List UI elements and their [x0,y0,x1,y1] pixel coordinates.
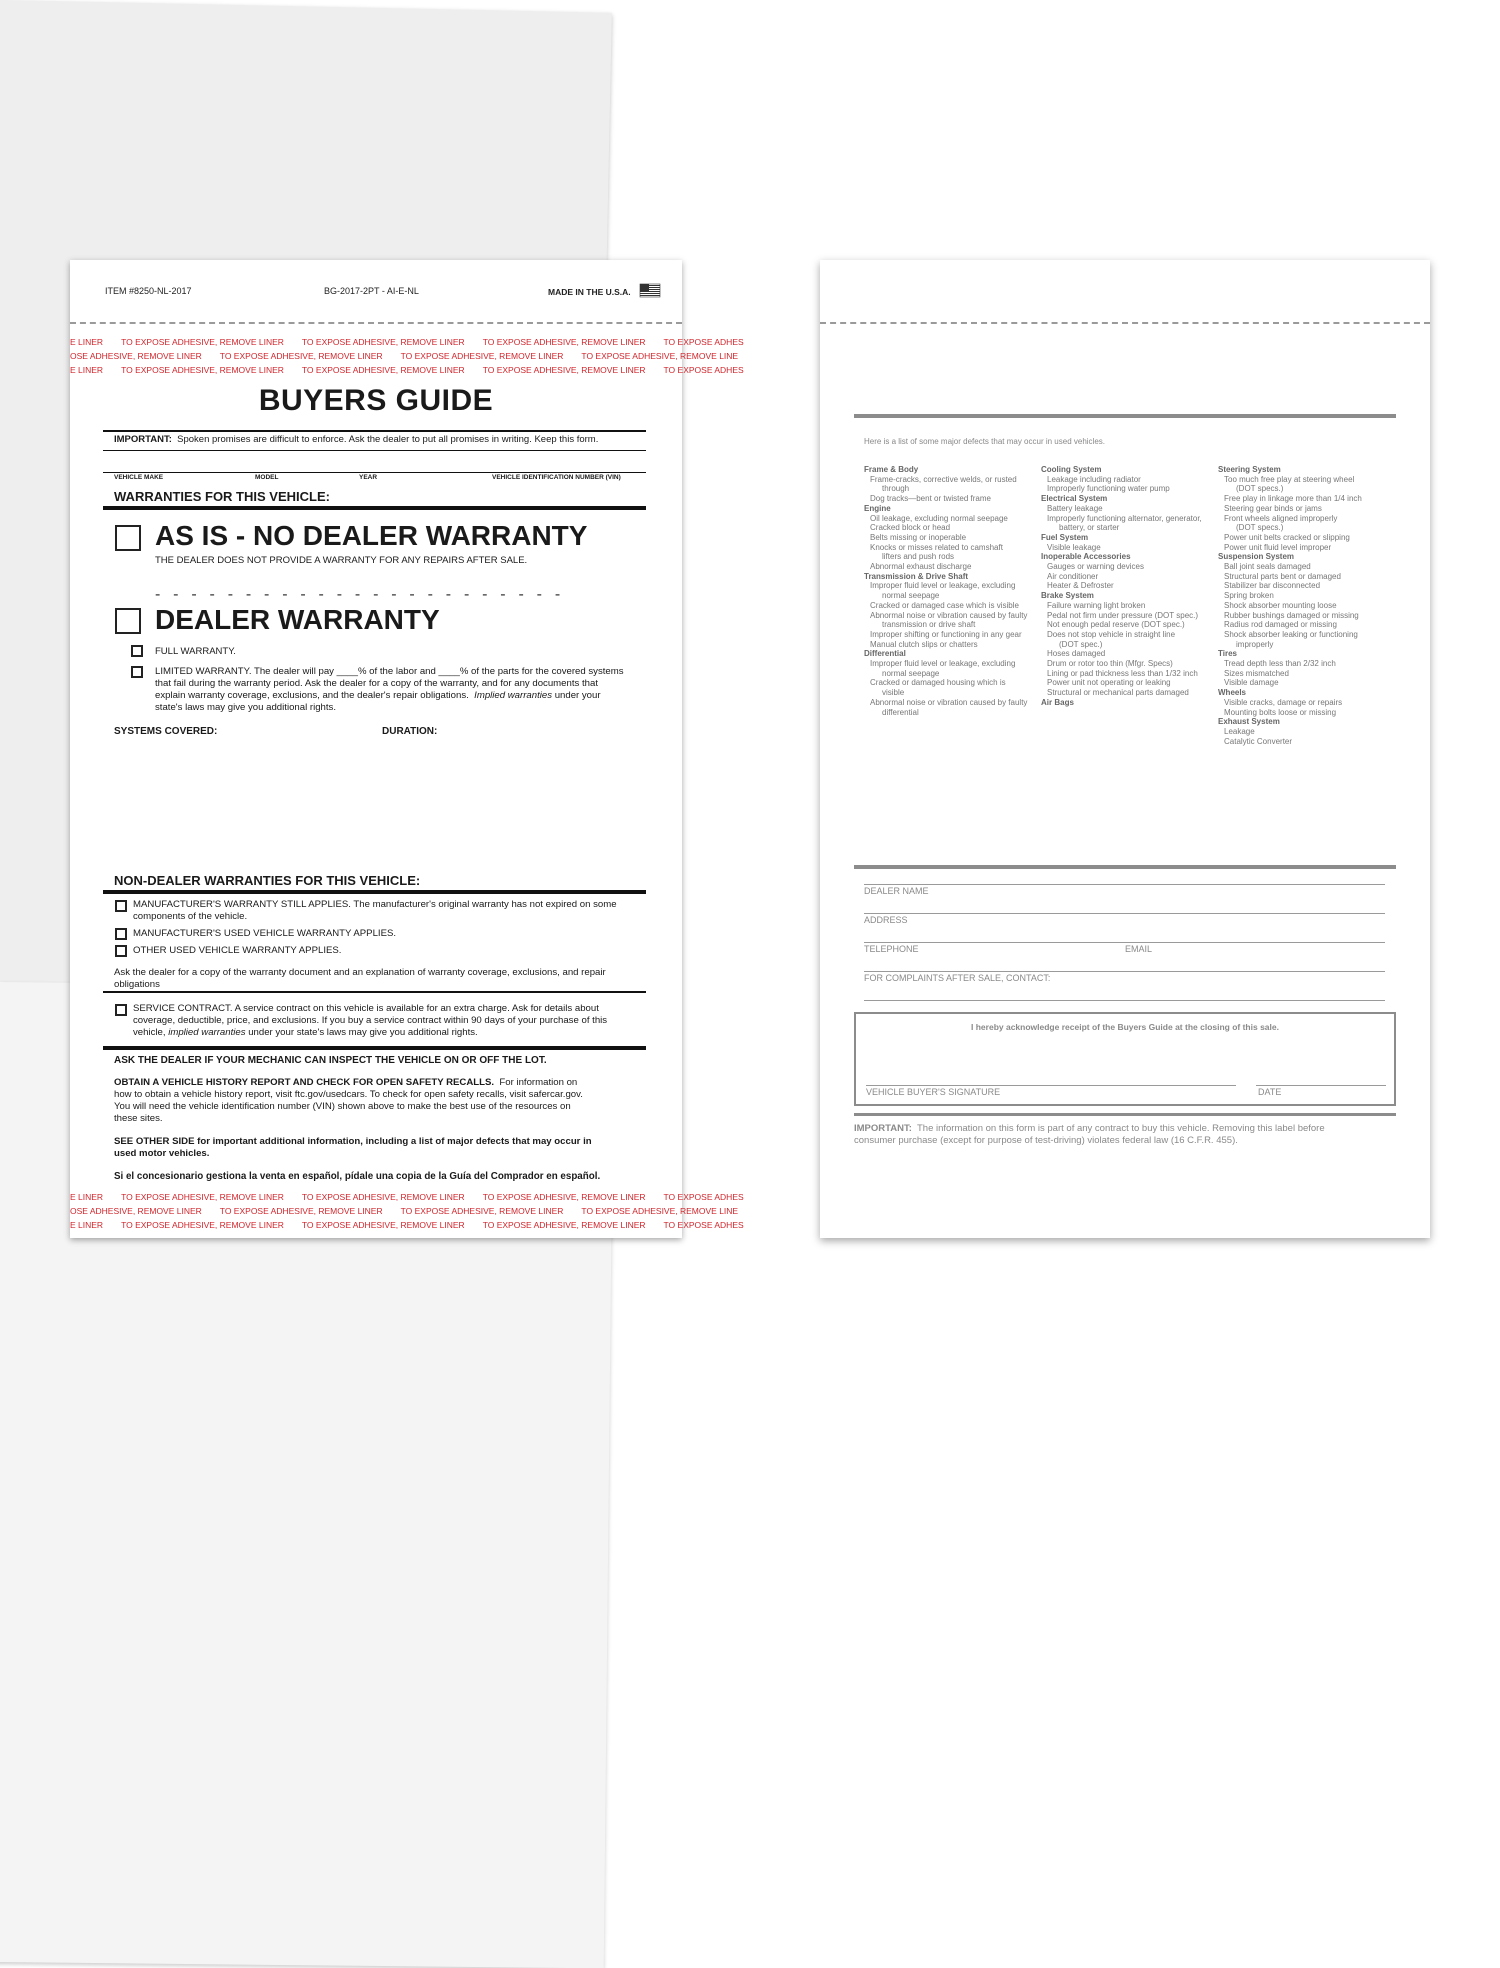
year-label: YEAR [359,474,378,481]
see-other-side-text: SEE OTHER SIDE for important additional information, including a list of major defects that may occur in used motor vehicles. [114,1136,592,1159]
defect-item: Improperly functioning alternator, generator, [1047,513,1202,523]
buyers-guide-front [70,260,744,1238]
defects-intro: Here is a list of some major defects that may occur in used vehicles. [864,437,1105,446]
defect-item: Steering gear binds or jams [1224,503,1322,513]
adhesive-liner-text: E LINER [70,1192,104,1202]
defect-item: Oil leakage, excluding normal seepage [870,513,1008,523]
defect-item: Tread depth less than 2/32 inch [1224,659,1336,669]
defect-item: Stabilizer bar disconnected [1224,581,1321,591]
spanish-notice: Si el concesionario gestiona la venta en español, pídale una copia de la Guía del Comprador en español. [114,1171,601,1182]
defect-item: Does not stop vehicle in straight line [1047,629,1176,639]
defect-category: Tires [1218,649,1237,659]
divider [854,1113,1396,1116]
defect-item: Improper shifting or functioning in any gear [870,629,1022,639]
defect-item: Power unit belts cracked or slipping [1224,532,1350,542]
defect-item: Failure warning light broken [1047,600,1146,610]
defect-item: Belts missing or inoperable [870,532,967,542]
divider [854,414,1396,418]
adhesive-liner-text: TO EXPOSE ADHESIVE, REMOVE LINE [581,1206,739,1216]
perforation-line [70,322,682,324]
defect-item: Radius rod damaged or missing [1224,620,1337,630]
defect-item: Improperly functioning water pump [1047,484,1170,494]
complaints-field[interactable] [864,1000,1385,1001]
defect-item: normal seepage [882,591,940,601]
defect-item: normal seepage [882,668,940,678]
defect-category: Electrical System [1041,494,1108,504]
adhesive-liner-text: TO EXPOSE ADHESIVE, REMOVE LINER [301,337,465,347]
adhesive-liner-text: TO EXPOSE ADHESIVE, REMOVE LINER [219,351,383,361]
defect-item: Cracked or damaged case which is visible [870,600,1019,610]
adhesive-liner-row [70,351,739,363]
full-warranty-label: FULL WARRANTY. [155,646,236,657]
adhesive-liner-text: TO EXPOSE ADHES [663,337,744,347]
limited-warranty-text: LIMITED WARRANTY. The dealer will pay ____% of the labor and ____% of the parts for the covered systems that fail during the warranty period. Ask the dealer for a copy of the warranty, and for any documents that explain warranty coverage, exclusions, and the dealer's repair obligations. Implied warranties under your state's laws may give you additional rights. [155,666,624,713]
divider [103,450,646,451]
defect-item: Visible leakage [1047,542,1101,552]
defect-item: Leakage [1224,726,1255,736]
defect-item: Improper fluid level or leakage, excluding [870,581,1016,591]
defect-item: through [882,484,910,494]
other-used-checkbox[interactable] [115,945,127,957]
limited-warranty-checkbox[interactable] [131,666,143,678]
adhesive-liner-text: TO EXPOSE ADHESIVE, REMOVE LINER [482,337,646,347]
adhesive-liner-text: TO EXPOSE ADHESIVE, REMOVE LINER [301,1220,465,1230]
signature-field[interactable] [866,1085,1236,1086]
adhesive-liner-text: E LINER [70,1220,104,1230]
telephone-email-field[interactable] [864,971,1385,972]
defect-category: Exhaust System [1218,717,1280,727]
history-report-text: OBTAIN A VEHICLE HISTORY REPORT AND CHECK FOR OPEN SAFETY RECALLS. For information on how to obtain a vehicle history report, visit ftc.gov/usedcars. To check for open safety recalls, visit safercar.gov. You will need the vehicle identification number (VIN) shown above to make the best use of the resources on these sites. [114,1077,583,1124]
page-title: BUYERS GUIDE [258,384,494,417]
service-contract-text: SERVICE CONTRACT. A service contract on this vehicle is available for an extra charge. Ask for details about coverage, deductible, price, and exclusions. If you buy a service contract within 90 days of your purchase of this vehicle, implied warranties under your state's laws may give you additional rights. [133,1003,608,1038]
defect-item: Front wheels aligned improperly [1224,513,1338,523]
service-contract-checkbox[interactable] [115,1004,127,1016]
as-is-checkbox[interactable] [115,525,141,551]
acknowledgment-box [854,1012,1396,1106]
field-line [864,884,1385,885]
date-label: DATE [1258,1087,1282,1097]
systems-covered-label: SYSTEMS COVERED: [114,726,218,737]
defect-item: Dog tracks—bent or twisted frame [870,494,991,504]
us-flag-icon [640,284,660,297]
important-footer: IMPORTANT: The information on this form is part of any contract to buy this vehicle. Removing this label before consumer purchase (except for purpose of test-driving) violates federal law (16 C.F.R. 455). [854,1123,1325,1146]
defect-category: Engine [864,503,891,513]
dealer-warranty-title: DEALER WARRANTY [155,604,440,635]
divider [103,991,646,993]
divider [103,430,646,432]
defect-item: differential [882,707,919,717]
adhesive-liner-text: TO EXPOSE ADHESIVE, REMOVE LINER [301,365,465,375]
email-label: EMAIL [1125,944,1153,954]
defect-item: Battery leakage [1047,503,1103,513]
defect-item: Drum or rotor too thin (Mfgr. Specs) [1047,659,1173,669]
adhesive-liner-text: TO EXPOSE ADHES [663,1220,744,1230]
address-field[interactable] [864,942,1385,943]
full-warranty-checkbox[interactable] [131,645,143,657]
defect-item: Visible cracks, damage or repairs [1224,697,1343,707]
adhesive-liner-text: TO EXPOSE ADHESIVE, REMOVE LINER [400,351,564,361]
mfr-used-checkbox[interactable] [115,928,127,940]
defect-item: Improper fluid level or leakage, excluding [870,659,1016,669]
signature-label: VEHICLE BUYER'S SIGNATURE [866,1087,1001,1097]
adhesive-liner-text: OSE ADHESIVE, REMOVE LINER [70,351,202,361]
defect-item: Abnormal noise or vibration caused by faulty [870,610,1028,620]
defect-item: Free play in linkage more than 1/4 inch [1224,494,1362,504]
adhesive-liner-text: E LINER [70,337,104,347]
made-in-label: MADE IN THE U.S.A. [548,287,631,297]
adhesive-liner-text: TO EXPOSE ADHESIVE, REMOVE LINER [482,1220,646,1230]
date-field[interactable] [1256,1085,1386,1086]
defect-category: Differential [864,649,906,659]
defect-item: Cracked or damaged housing which is [870,678,1006,688]
address-label: ADDRESS [864,915,908,925]
defect-category: Fuel System [1041,532,1089,542]
defect-item: Spring broken [1224,591,1274,601]
defect-category: Wheels [1218,688,1247,698]
adhesive-liner-text: TO EXPOSE ADHESIVE, REMOVE LINER [301,1192,465,1202]
defect-item: (DOT spec.) [1059,639,1103,649]
defect-category: Suspension System [1218,552,1295,562]
defect-item: Rubber bushings damaged or missing [1224,610,1359,620]
dealer-warranty-checkbox[interactable] [115,608,141,634]
telephone-label: TELEPHONE [864,944,919,954]
defect-item: Hoses damaged [1047,649,1106,659]
defect-item: Sizes mismatched [1224,668,1289,678]
defect-item: Knocks or misses related to camshaft [870,542,1003,552]
defect-item: transmission or drive shaft [882,620,976,630]
defect-category: Transmission & Drive Shaft [864,571,969,581]
adhesive-liner-text: TO EXPOSE ADHES [663,1192,744,1202]
ask-copy-text: Ask the dealer for a copy of the warranty document and an explanation of warranty coverage, exclusions, and repair obligations [114,967,606,990]
defect-item: Abnormal exhaust discharge [870,562,972,572]
defect-category: Frame & Body [864,465,919,474]
dealer-name-label: DEALER NAME [864,886,929,896]
defect-category: Brake System [1041,591,1094,601]
adhesive-liner-row [70,1220,744,1232]
defect-category: Air Bags [1041,697,1074,707]
defect-item: Leakage including radiator [1047,474,1141,484]
important-notice: IMPORTANT: Spoken promises are difficult to enforce. Ask the dealer to put all promises in writing. Keep this form. [114,434,599,445]
mechanic-notice: ASK THE DEALER IF YOUR MECHANIC CAN INSPECT THE VEHICLE ON OR OFF THE LOT. [114,1055,547,1066]
defect-item: visible [882,688,905,698]
as-is-title: AS IS - NO DEALER WARRANTY [155,520,588,551]
adhesive-liner-text: TO EXPOSE ADHESIVE, REMOVE LINE [581,351,739,361]
defect-item: Structural parts bent or damaged [1224,571,1341,581]
defect-item: Mounting bolts loose or missing [1224,707,1337,717]
divider [103,890,646,894]
defect-category: Inoperable Accessories [1041,552,1131,562]
defect-item: Power unit not operating or leaking [1047,678,1171,688]
adhesive-liner-text: TO EXPOSE ADHESIVE, REMOVE LINER [121,1220,284,1230]
defect-item: Not enough pedal reserve (DOT spec.) [1047,620,1185,630]
adhesive-liner-text: TO EXPOSE ADHESIVE, REMOVE LINER [121,1192,284,1202]
defects-column-1 [864,465,1039,717]
defect-item: (DOT specs.) [1236,523,1284,533]
adhesive-liner-text: E LINER [70,365,104,375]
adhesive-liner-row [70,365,744,377]
adhesive-liner-text: TO EXPOSE ADHESIVE, REMOVE LINER [121,337,284,347]
defect-category: Steering System [1218,465,1281,474]
defect-item: Power unit fluid level improper [1224,542,1332,552]
defect-item: Abnormal noise or vibration caused by faulty [870,697,1028,707]
defect-item: Heater & Defroster [1047,581,1114,591]
complaints-label: FOR COMPLAINTS AFTER SALE, CONTACT: [864,973,1051,983]
defect-item: Shock absorber leaking or functioning [1224,629,1358,639]
as-is-subtitle: THE DEALER DOES NOT PROVIDE A WARRANTY FOR ANY REPAIRS AFTER SALE. [155,555,528,566]
defect-item: Visible damage [1224,678,1279,688]
defect-item: (DOT specs.) [1236,484,1284,494]
defect-item: lifters and push rods [882,552,955,562]
defect-item: improperly [1236,639,1274,649]
vin-label: VEHICLE IDENTIFICATION NUMBER (VIN) [492,474,621,481]
acknowledgment-text: I hereby acknowledge receipt of the Buyers Guide at the closing of this sale. [971,1022,1279,1032]
adhesive-liner-text: TO EXPOSE ADHESIVE, REMOVE LINER [219,1206,383,1216]
mfr-warranty-checkbox[interactable] [115,900,127,912]
defect-item: Air conditioner [1047,571,1099,581]
adhesive-liner-row [70,337,744,349]
defect-item: Pedal not firm under pressure (DOT spec.) [1047,610,1199,620]
adhesive-liner-text: TO EXPOSE ADHESIVE, REMOVE LINER [121,365,284,375]
defect-item: Catalytic Converter [1224,736,1293,746]
divider [854,865,1396,869]
other-used-label: OTHER USED VEHICLE WARRANTY APPLIES. [133,945,342,956]
perforation-line [820,322,1430,324]
defect-item: Frame-cracks, corrective welds, or rusted [870,474,1017,484]
warranties-heading: WARRANTIES FOR THIS VEHICLE: [114,489,330,504]
adhesive-liner-text: TO EXPOSE ADHESIVE, REMOVE LINER [482,365,646,375]
item-number: ITEM #8250-NL-2017 [105,286,192,296]
vehicle-info-line [103,472,646,473]
mfr-used-label: MANUFACTURER'S USED VEHICLE WARRANTY APPLIES. [133,928,397,939]
adhesive-liner-text: TO EXPOSE ADHESIVE, REMOVE LINER [400,1206,564,1216]
adhesive-liner-text: TO EXPOSE ADHES [663,365,744,375]
adhesive-liner-row [70,1206,739,1218]
adhesive-liner-row [70,1192,744,1204]
model-label: MODEL [255,474,279,481]
defect-item: Cracked block or head [870,523,951,533]
defect-item: Ball joint seals damaged [1224,562,1311,572]
defect-category: Cooling System [1041,465,1102,474]
mfr-warranty-text: MANUFACTURER'S WARRANTY STILL APPLIES. The manufacturer's original warranty has not expired on some components of the vehicle. [133,899,617,922]
defect-item: Structural or mechanical parts damaged [1047,688,1189,698]
vehicle-make-label: VEHICLE MAKE [114,474,164,481]
defects-column-2 [1041,465,1216,708]
form-code: BG-2017-2PT - AI-E-NL [324,286,419,296]
defects-column-3 [1218,465,1393,746]
divider [103,1046,646,1050]
duration-label: DURATION: [382,726,438,737]
defect-item: Manual clutch slips or chatters [870,639,978,649]
defect-item: Lining or pad thickness less than 1/32 inch [1047,668,1198,678]
dealer-name-field[interactable] [864,913,1385,914]
adhesive-liner-text: TO EXPOSE ADHESIVE, REMOVE LINER [482,1192,646,1202]
adhesive-liner-text: OSE ADHESIVE, REMOVE LINER [70,1206,202,1216]
defect-item: Shock absorber mounting loose [1224,600,1337,610]
non-dealer-heading: NON-DEALER WARRANTIES FOR THIS VEHICLE: [114,873,421,888]
buyers-guide-back [820,260,1430,1238]
defect-item: battery, or starter [1059,523,1120,533]
dashed-separator: - - - - - - - - - - - - - - - - - - - - - - - [155,586,565,603]
divider [103,506,646,510]
defect-item: Too much free play at steering wheel [1224,474,1355,484]
defect-item: Gauges or warning devices [1047,562,1144,572]
